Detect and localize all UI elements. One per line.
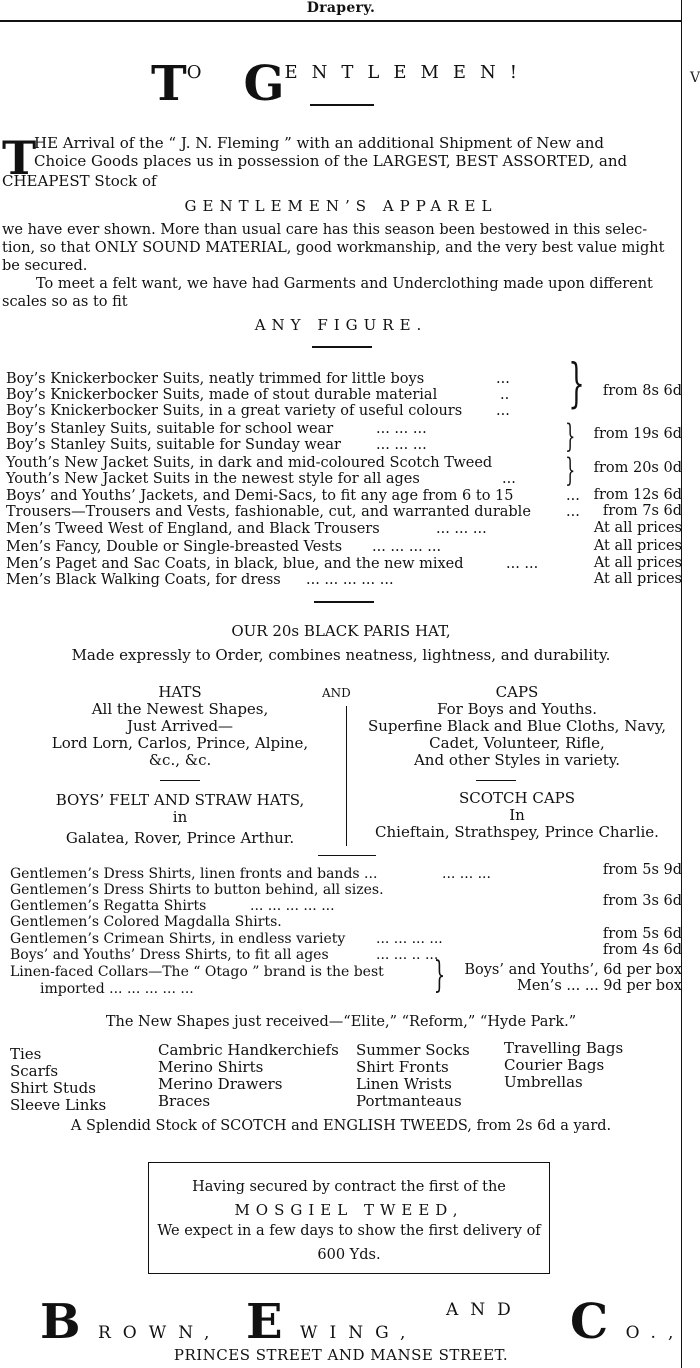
signature-co: C O.,: [570, 1294, 686, 1350]
scotch-line: In: [509, 806, 525, 824]
intro-line-8: scales so as to fit: [2, 294, 128, 310]
sundries-col-3: [356, 1042, 470, 1110]
intro-line-7: To meet a felt want, we have had Garments and Underclothing made upon different: [36, 276, 653, 292]
mosgiel-line-2: MOSGIEL TWEED,: [234, 1201, 464, 1219]
price: from 5s 6d: [602, 926, 682, 942]
edge-fragment: V: [690, 70, 700, 86]
list-item: Scarfs: [10, 1062, 59, 1080]
felt-line: Galatea, Rover, Prince Arthur.: [65, 829, 295, 847]
list-item: Boy’s Knickerbocker Suits, in a great variety of useful colours ...: [6, 403, 510, 419]
intro-line-4: we have ever shown. More than usual care has this season been bestowed in this selec-: [2, 222, 648, 238]
brace: }: [568, 354, 585, 414]
any-figure-heading: ANY FIGURE.: [254, 316, 428, 334]
signature-ewing: E WING,: [246, 1294, 418, 1350]
list-item: Men’s Fancy, Double or Single-breasted Vests ... ... ... ...: [6, 539, 442, 555]
list-item: Boys’ and Youths’ Dress Shirts, to fit all ages ... ... .. ...: [10, 947, 439, 963]
price: from 20s 0d: [593, 460, 682, 476]
section-header: Drapery.: [306, 0, 376, 16]
price: from 7s 6d: [602, 503, 682, 519]
caps-line: Cadet, Volunteer, Rifle,: [429, 734, 605, 752]
collars-line-2: imported ... ... ... ... ...: [40, 981, 194, 997]
sundries-col-1: [10, 1046, 106, 1114]
price: from 12s 6d: [593, 487, 682, 503]
hats-line: All the Newest Shapes,: [91, 700, 269, 718]
price: At all prices: [593, 538, 682, 554]
list-item: Youth’s New Jacket Suits in the newest style for all ages ...: [6, 471, 516, 487]
list-item: Youth’s New Jacket Suits, in dark and mid-coloured Scotch Tweed: [6, 455, 493, 471]
felt-title: BOYS’ FELT AND STRAW HATS,: [55, 791, 305, 809]
collars-price-2: Men’s ... ... 9d per box: [516, 978, 682, 994]
caps-block: [352, 684, 682, 769]
hats-line: Lord Lorn, Carlos, Prince, Alpine,: [51, 734, 309, 752]
list-item: Shirt Studs: [10, 1079, 96, 1097]
hats-line: &c., &c.: [148, 751, 212, 769]
hats-block: [20, 684, 340, 769]
list-item: Sleeve Links: [10, 1096, 107, 1114]
list-item: Boy’s Knickerbocker Suits, neatly trimmed for little boys ...: [6, 371, 510, 387]
list-item: Summer Socks: [356, 1041, 470, 1059]
caps-line: Superfine Black and Blue Cloths, Navy,: [367, 717, 667, 735]
sundries-col-2: [158, 1042, 339, 1110]
caps-line: And other Styles in variety.: [413, 751, 621, 769]
list-item: Cambric Handkerchiefs: [158, 1041, 339, 1059]
address-line: PRINCES STREET AND MANSE STREET.: [173, 1346, 509, 1364]
list-item: Boy’s Stanley Suits, suitable for Sunday wear ... ... ...: [6, 437, 427, 453]
scotch-caps-block: [352, 790, 682, 841]
list-item: Travelling Bags: [504, 1039, 624, 1057]
intro-line-2: Choice Goods places us in possession of the LARGEST, BEST ASSORTED, and: [34, 152, 628, 170]
main-title: $T^O$ $G^{ENTLEMEN!}$: [150, 56, 532, 112]
scotch-title: SCOTCH CAPS: [458, 789, 576, 807]
signature-brown: B ROWN,: [40, 1294, 222, 1350]
hats-bottom-rule: [318, 855, 376, 856]
paris-hat-sub: Made expressly to Order, combines neatness, lightness, and durability.: [71, 646, 611, 664]
intro-line-1: HE Arrival of the “ J. N. Fleming ” with an additional Shipment of New and: [34, 134, 605, 152]
list-item: Gentlemen’s Dress Shirts to button behind, all sizes.: [10, 882, 384, 898]
list-item: Men’s Tweed West of England, and Black Trousers ... ... ...: [6, 521, 487, 537]
column-divider: [346, 706, 347, 846]
price: from 8s 6d: [602, 383, 682, 399]
list-item: Portmanteaus: [356, 1092, 462, 1110]
price: At all prices: [593, 555, 682, 571]
list-item: Braces: [158, 1092, 211, 1110]
list-item: Gentlemen’s Dress Shirts, linen fronts and bands ... ... ... ...: [10, 866, 491, 882]
and-label: AND: [322, 686, 351, 700]
list-item: Men’s Black Walking Coats, for dress ... ... ... ... ...: [6, 572, 394, 588]
caps-rule: [476, 780, 516, 781]
intro-line-3: CHEAPEST Stock of: [2, 172, 157, 190]
hats-title: HATS: [158, 683, 202, 701]
apparel-heading: GENTLEMEN’S APPAREL: [184, 197, 498, 215]
drop-cap: T: [2, 131, 37, 185]
mosgiel-line-1: Having secured by contract the first of the: [192, 1179, 506, 1195]
scotch-line: Chieftain, Strathspey, Prince Charlie.: [375, 823, 659, 841]
hats-line: Just Arrived—: [126, 717, 234, 735]
list-item: Umbrellas: [504, 1073, 583, 1091]
intro-line-6: be secured.: [2, 258, 88, 274]
price: from 3s 6d: [602, 893, 682, 909]
felt-hats-block: [20, 792, 340, 847]
list-item: Gentlemen’s Crimean Shirts, in endless variety ... ... ... ...: [10, 931, 443, 947]
paris-hat-heading: OUR 20s BLACK PARIS HAT,: [231, 622, 451, 640]
list-item: Merino Shirts: [158, 1058, 264, 1076]
list-item: Trousers—Trousers and Vests, fashionable, cut, and warranted durable ...: [6, 504, 580, 520]
divider-rule: [314, 601, 374, 603]
top-rule: [0, 20, 682, 22]
brace: }: [565, 417, 576, 455]
collars-price-1: Boys’ and Youths’, 6d per box: [464, 962, 682, 978]
list-item: Linen Wrists: [356, 1075, 452, 1093]
price: from 5s 9d: [602, 862, 682, 878]
list-item: Gentlemen’s Regatta Shirts ... ... ... ... ...: [10, 898, 335, 914]
caps-line: For Boys and Youths.: [437, 700, 597, 718]
list-item: Boys’ and Youths’ Jackets, and Demi-Sacs, to fit any age from 6 to 15 ...: [6, 488, 580, 504]
list-item: Gentlemen’s Colored Magdalla Shirts.: [10, 914, 282, 930]
mosgiel-box: [148, 1162, 550, 1274]
caps-title: CAPS: [495, 683, 539, 701]
price: from 19s 6d: [593, 426, 682, 442]
new-shapes-line: The New Shapes just received—“Elite,” “Reform,” “Hyde Park.”: [105, 1014, 577, 1030]
list-item: Boy’s Knickerbocker Suits, made of stout durable material ..: [6, 387, 510, 403]
list-item: Merino Drawers: [158, 1075, 283, 1093]
list-item: Men’s Paget and Sac Coats, in black, blue, and the new mixed ... ...: [6, 556, 539, 572]
felt-line: in: [172, 808, 188, 826]
list-item: Shirt Fronts: [356, 1058, 449, 1076]
brace: }: [433, 955, 446, 996]
mosgiel-line-4: 600 Yds.: [317, 1247, 381, 1263]
figure-rule: [312, 346, 372, 348]
tweeds-line: A Splendid Stock of SCOTCH and ENGLISH TWEEDS, from 2s 6d a yard.: [70, 1118, 612, 1134]
collars-line-1: Linen-faced Collars—The “ Otago ” brand is the best: [10, 964, 384, 980]
price: from 4s 6d: [602, 942, 682, 958]
brace: }: [565, 451, 576, 489]
intro-line-5: tion, so that ONLY SOUND MATERIAL, good workmanship, and the very best value might: [2, 240, 665, 256]
signature-and: AND: [446, 1300, 523, 1320]
price: At all prices: [593, 520, 682, 536]
list-item: Courier Bags: [504, 1056, 605, 1074]
price: At all prices: [593, 571, 682, 587]
list-item: Boy’s Stanley Suits, suitable for school wear ... ... ...: [6, 421, 427, 437]
title-rule: [310, 104, 374, 106]
hats-rule: [160, 780, 200, 781]
mosgiel-line-3: We expect in a few days to show the first delivery of: [157, 1223, 541, 1239]
sundries-col-4: [504, 1040, 623, 1091]
list-item: Ties: [10, 1045, 42, 1063]
